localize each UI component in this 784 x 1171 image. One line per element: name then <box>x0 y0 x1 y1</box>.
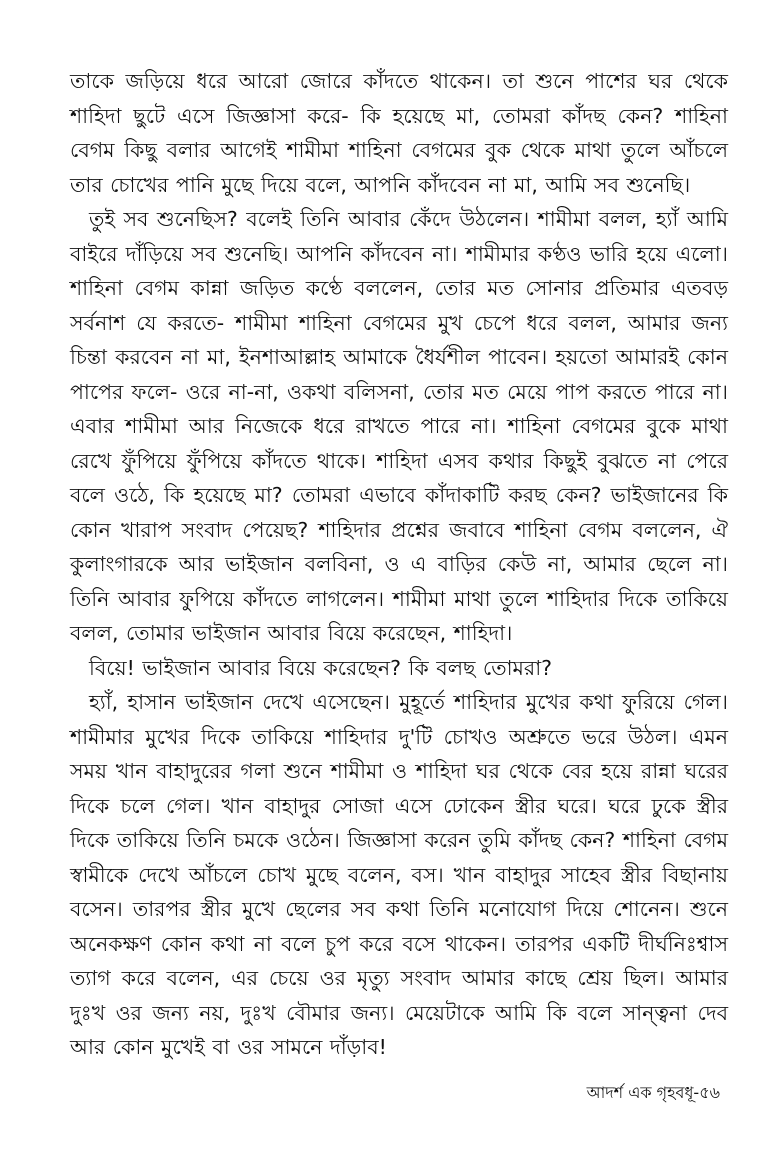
paragraph-3: বিয়ে! ভাইজান আবার বিয়ে করেছেন? কি বলছ তোমরা? <box>89 655 553 680</box>
page-body <box>70 64 728 1065</box>
paragraph-4: হ্যাঁ, হাসান ভাইজান দেখে এসেছেন। মুহূর্তে শাহিদার মুখের কথা ফুরিয়ে গেল। শামীমার মুখের দিকে তাকিয়ে শাহিদার দু'টি চোখও অশ্রুতে ভরে উঠল। এমন সময় খান বাহাদুরের গলা শুনে শামীমা ও শাহিদা ঘর থেকে বের হয়ে রান্না ঘরের দিকে চলে গেল। খান বাহাদুর সোজা এসে ঢোকেন স্ত্রীর ঘরে। ঘরে ঢুকে স্ত্রীর দিকে তাকিয়ে তিনি চমকে ওঠেন। জিজ্ঞাসা করেন তুমি কাঁদছ কেন? শাহিনা বেগম স্বামীকে দেখে আঁচলে চোখ মুছে বলেন, বস। খান বাহাদুর সাহেব স্ত্রীর বিছানায় বসেন। তারপর স্ত্রীর মুখে ছেলের সব কথা তিনি মনোযোগ দিয়ে শোনেন। শুনে অনেকক্ষণ কোন কথা না বলে চুপ করে বসে থাকেন। তারপর একটি দীর্ঘনিঃশ্বাস ত্যাগ করে বলেন, এর চেয়ে ওর মৃত্যু সংবাদ আমার কাছে শ্রেয় ছিল। আমার দুঃখ ওর জন্য নয়, দুঃখ বৌমার জন্য। মেয়েটাকে আমি কি বলে সান্ত্বনা দেব আর কোন মুখেই বা ওর সামনে দাঁড়াব! <box>70 690 728 1059</box>
paragraph-1: তাকে জড়িয়ে ধরে আরো জোরে কাঁদতে থাকেন। তা শুনে পাশের ঘর থেকে শাহিদা ছুটে এসে জিজ্ঞাসা করে- কি হয়েছে মা, তোমরা কাঁদছ কেন? শাহিনা বেগম কিছু বলার আগেই শামীমা শাহিনা বেগমের বুক থেকে মাথা তুলে আঁচলে তার চোখের পানি মুছে দিয়ে বলে, আপনি কাঁদবেন না মা, আমি সব শুনেছি। <box>70 69 728 197</box>
paragraph-2: তুই সব শুনেছিস? বলেই তিনি আবার কেঁদে উঠলেন। শামীমা বলল, হ্যাঁ আমি বাইরে দাঁড়িয়ে সব শুনেছি। আপনি কাঁদবেন না। শামীমার কণ্ঠও ভারি হয়ে এলো। শাহিনা বেগম কান্না জড়িত কণ্ঠে বললেন, তোর মত সোনার প্রতিমার এতবড় সর্বনাশ যে করতে- শামীমা শাহিনা বেগমের মুখ চেপে ধরে বলল, আমার জন্য চিন্তা করবেন না মা, ইনশাআল্লাহ আমাকে ধৈর্যশীল পাবেন। হয়তো আমারই কোন পাপের ফলে- ওরে না-না, ওকথা বলিসনা, তোর মত মেয়ে পাপ করতে পারে না। এবার শামীমা আর নিজেকে ধরে রাখতে পারে না। শাহিনা বেগমের বুকে মাথা রেখে ফুঁপিয়ে ফুঁপিয়ে কাঁদতে থাকে। শাহিদা এসব কথার কিছুই বুঝতে না পেরে বলে ওঠে, কি হয়েছে মা? তোমরা এভাবে কাঁদাকাটি করছ কেন? ভাইজানের কি কোন খারাপ সংবাদ পেয়েছ? শাহিদার প্রশ্নের জবাবে শাহিনা বেগম বললেন, ঐ কুলাংগারকে আর ভাইজান বলবিনা, ও এ বাড়ির কেউ না, আমার ছেলে না। তিনি আবার ফুপিয়ে কাঁদতে লাগলেন। শামীমা মাথা তুলে শাহিদার দিকে তাকিয়ে বলল, তোমার ভাইজান আবার বিয়ে করেছেন, শাহিদা। <box>70 207 728 645</box>
page-footer-running-title: আদর্শ এক গৃহবধূ-৫৬ <box>586 1083 720 1102</box>
